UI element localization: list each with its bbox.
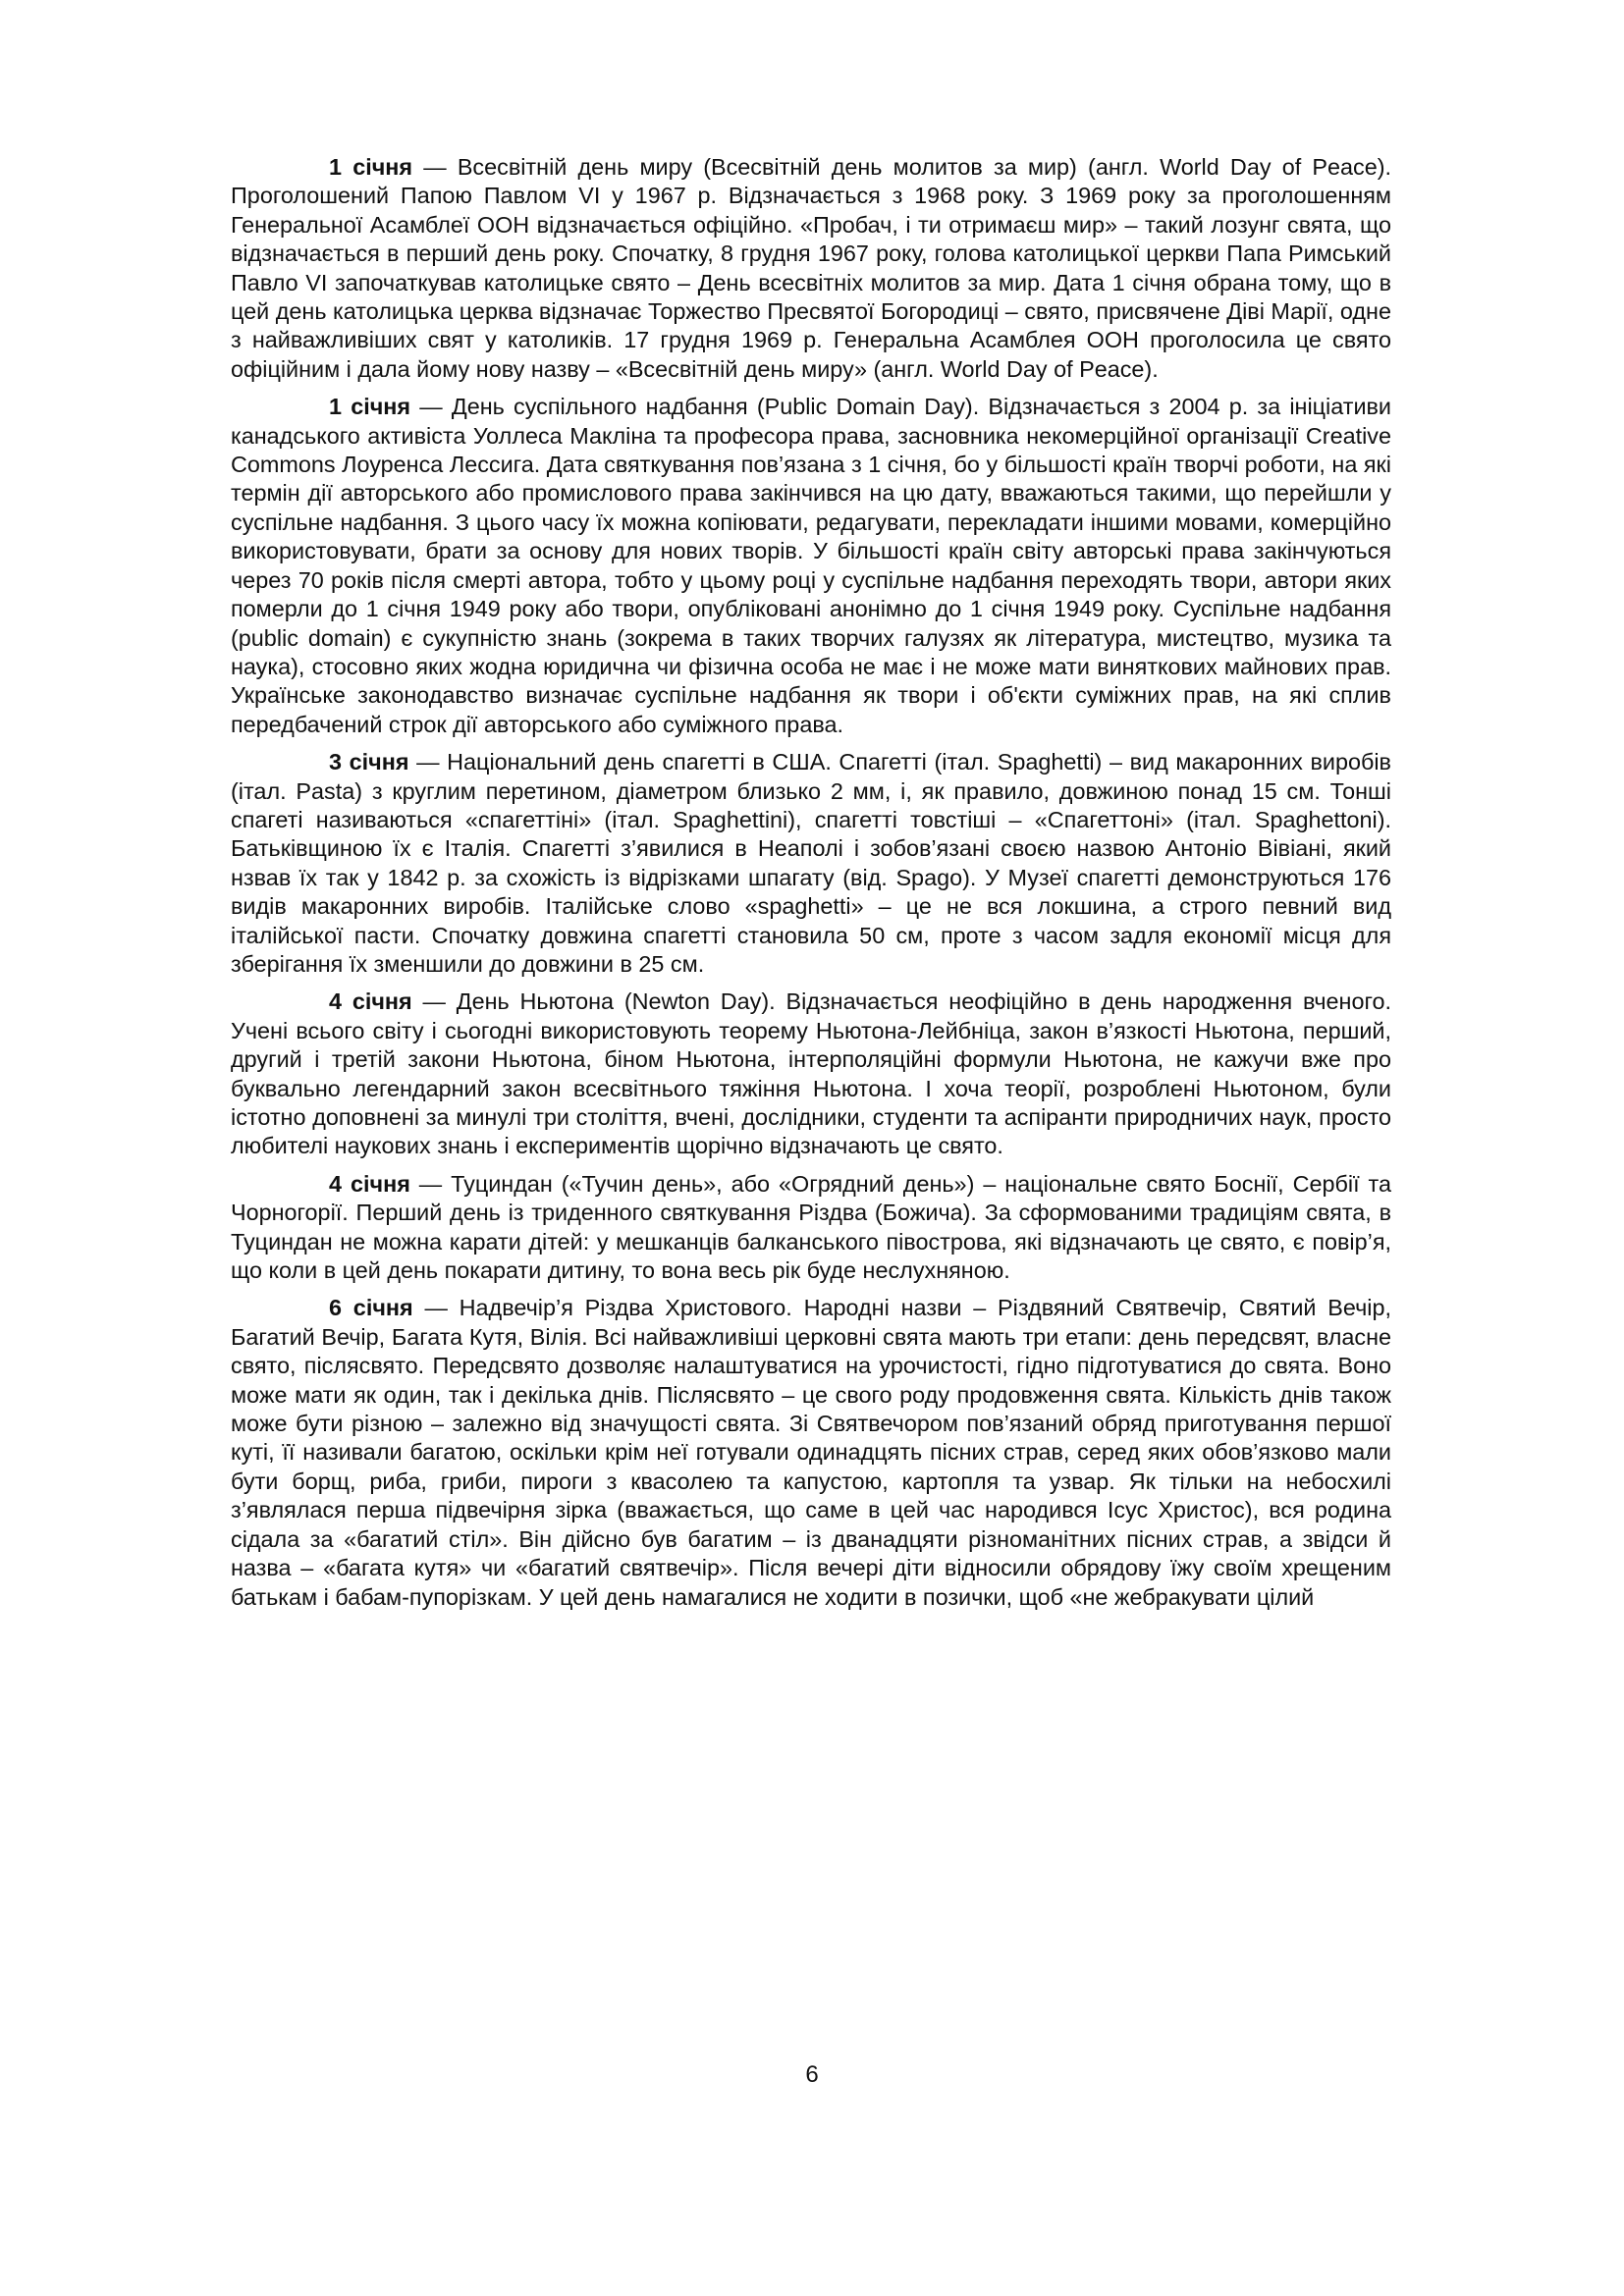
entry-date: 3 січня (329, 749, 409, 775)
entry-text: День Ньютона (Newton Day). Відзначається неофіційно в день народження вченого. Учені всього світу і сьогодні використовують теорему Ньютона-Лейбніца, закон в’язкості Ньютона, перший, другий і третій закони Ньютона, біном Ньютона, інтерполяційні формули Ньютона, не кажучи вже про буквально легендарний закон всесвітнього тяжіння Ньютона. І хоча теорії, розроблені Ньютоном, були істотно доповнені за минулі три століття, вчені, дослідники, студенти та аспіранти природничих наук, просто любителі наукових знань і експериментів щорічно відзначають це свято. (231, 988, 1391, 1159)
entry-text: Надвечір’я Різдва Христового. Народні назви – Різдвяний Святвечір, Святий Вечір, Багатий Вечір, Багата Кутя, Вілія. Всі найважливіші церковні свята мають три етапи: день передсвят, власне свято, післясвято. Передсвято дозволяє налаштуватися на урочистості, гідно підготуватися до свята. Воно може мати як один, так і декілька днів. Післясвято – це свого роду продовження свята. Кількість днів також може бути різною – залежно від значущості свята. Зі Святвечором пов’язаний обряд приготування першої куті, її називали багатою, оскільки крім неї готували одинадцять пісних страв, серед яких обов’язково мали бути борщ, риба, гриби, пироги з квасолею та капустою, картопля та узвар. Як тільки на небосхилі з’являлася перша підвечірня зірка (вважається, що саме в цей час народився Ісус Христос), вся родина сідала за «багатий стіл». Він дійсно був багатим – із дванадцяти різноманітних пісних страв, а звідси й назва – «багата кутя» чи «багатий святвечір». Після вечері діти відносили обрядову їжу своїм хрещеним батькам і бабам-пупорізкам. У цей день намагалися не ходити в позички, щоб «не жебракувати цілий (231, 1295, 1391, 1610)
entry-dash: — (412, 154, 458, 180)
entry-date: 4 січня (329, 1170, 410, 1197)
entry-text: Туциндан («Тучин день», або «Огрядний день») – національне свято Боснії, Сербії та Чорногорії. Перший день із триденного святкування Різдва (Божича). За сформованими традиціям свята, в Туциндан не можна карати дітей: у мешканців балканcького півострова, які відзначають це свято, є повір’я, що коли в цей день покарати дитину, то вона весь рік буде неслухняною. (231, 1170, 1391, 1284)
entry-date: 4 січня (329, 988, 412, 1015)
entry-dash: — (409, 1170, 452, 1197)
entry-date: 6 січня (329, 1295, 413, 1321)
entry-paragraph (231, 393, 1391, 739)
entry-paragraph (231, 153, 1391, 384)
entry-dash: — (410, 394, 452, 420)
entry-text: День суспільного надбання (Public Domain Day). Відзначається з 2004 р. за ініціативи канадського активіста Уоллеса Макліна та професора права, засновника некомерційної організації Creative Commons Лоуренса Лессига. Дата святкування пов’язана з 1 січня, бо у більшості країн творчі роботи, на які термін дії авторського або промислового права закінчився на цю дату, вважаються такими, що перейшли у суспільне надбання. З цього часу їх можна копіювати, редагувати, перекладати іншими мовами, комерційно використовувати, брати за основу для нових творів. У більшості країн світу авторські права закінчуються через 70 років після смерті автора, тобто у цьому році у суспільне надбання переходять твори, автори яких померли до 1 січня 1949 року або твори, опубліковані анонімно до 1 січня 1949 року. Суспільне надбання (public domain) є сукупністю знань (зокрема в таких творчих галузях як література, мистецтво, музика та наука), стосовно яких жодна юридична чи фізична особа не має і не може мати виняткових майнових прав. Українське законодавство визначає суспільне надбання як твори і об'єкти суміжних прав, на які сплив передбачений строк дії авторського або суміжного права. (231, 394, 1392, 737)
entry-paragraph (231, 1170, 1391, 1286)
entry-paragraph (231, 1294, 1391, 1611)
entry-paragraph (231, 988, 1391, 1160)
entry-text: Всесвітній день миру (Всесвітній день молитов за мир) (англ. World Day of Peace). Проголошений Папою Павлом VI у 1967 р. Відзначається з 1968 року. З 1969 року за проголошенням Генеральної Асамблеї ООН відзначається офіційно. «Пробач, і ти отримаєш мир» – такий лозунг свята, що відзначається в перший день року. Спочатку, 8 грудня 1967 року, голова католицької церкви Папа Римський Павло VI започаткував католицьке свято – День всесвітніх молитов за мир. Дата 1 січня обрана тому, що в цей день католицька церква відзначає Торжество Пресвятої Богородиці – свято, присвячене Діві Марії, одне з найважливіших свят у католиків. 17 грудня 1969 р. Генеральна Асамблея ООН проголосила це свято офіційним і дала йому нову назву – «Всесвітній день миру» (англ. World Day of Peace). (231, 154, 1391, 382)
entry-dash: — (411, 988, 457, 1015)
page-body (231, 153, 1391, 1621)
entry-text: Національний день спагетті в США. Спагетті (італ. Spaghetti) – вид макаронних виробів (італ. Pasta) з круглим перетином, діаметром близько 2 мм, і, як правило, довжиною понад 15 см. Тонші спагеті називаються «спагеттіні» (італ. Spaghettini), спагетті товстіші – «Спагеттоні» (італ. Spaghettoni). Батьківщиною їх є Італія. Спагетті з’явилися в Неаполі і зобов’язані своєю назвою Антоніо Вівіані, який нзвав їх так у 1842 р. за схожість із відрізками шпагату (від. Spago). У Музеї спагетті демонструються 176 видів макаронних виробів. Італійське слово «spaghetti» – це не вся локшина, а строго певний вид італійської пасти. Спочатку довжина спагетті становила 50 см, проте з часом задля економії місця для зберігання їх зменшили до довжини в 25 см. (231, 749, 1391, 977)
entry-dash: — (408, 749, 448, 775)
entry-date: 1 січня (329, 154, 413, 180)
entry-dash: — (412, 1295, 460, 1321)
page-number: 6 (805, 2061, 819, 2088)
entry-date: 1 січня (329, 394, 411, 420)
entry-paragraph (231, 748, 1391, 979)
